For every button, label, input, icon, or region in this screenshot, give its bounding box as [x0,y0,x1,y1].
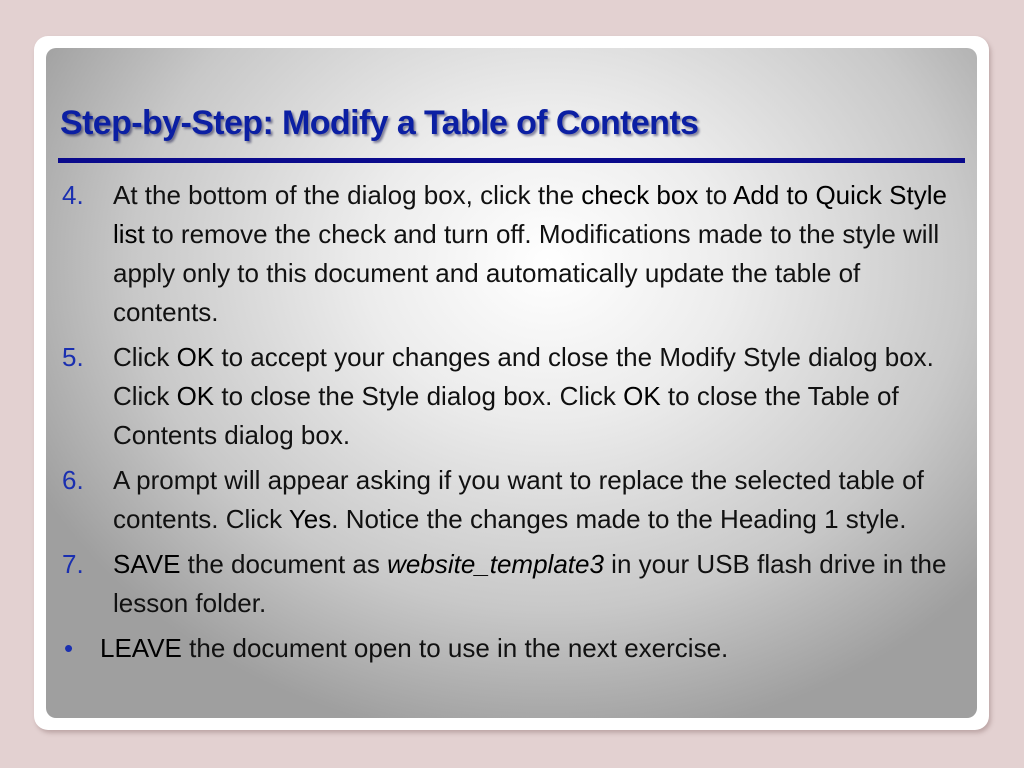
bullet-item-leave [56,629,951,668]
step-text: the document open to use in the next exercise. [181,633,729,663]
step-emphasis: OK [623,381,661,411]
step-emphasis: Yes [288,504,332,534]
slide-frame [34,36,989,730]
step-item-7 [56,545,951,623]
step-text: to [698,180,734,210]
step-filename: website_template3 [387,549,604,579]
step-number: 4. [62,180,84,210]
step-emphasis: OK [176,381,215,411]
step-text: . Notice the changes made to the Heading 1 style. [331,504,907,534]
step-emphasis: OK [176,342,215,372]
step-text: At the bottom of the dialog box, click the [113,180,582,210]
step-text: the document as [180,549,388,579]
step-text: to close the Table of Contents dialog box. [113,381,899,450]
step-text: A prompt will appear asking if you want to replace the selected table of contents. Click [113,465,924,534]
step-item-4 [56,176,951,332]
step-text: to close the Style dialog box. Click [214,381,624,411]
step-number: 6. [62,465,84,495]
step-emphasis: check box [581,180,699,210]
step-emphasis: LEAVE [100,633,182,663]
step-number: 5. [62,342,84,372]
step-text: in your USB flash drive in the lesson folder. [113,549,947,618]
step-text: to remove the check and turn off. Modifications made to the style will apply only to this document and automatically update the table of contents. [113,219,940,327]
step-emphasis: Add to Quick Style list [113,180,947,249]
title-rule [58,158,965,163]
step-item-6 [56,461,951,539]
step-emphasis: SAVE [113,549,181,579]
step-number: 7. [62,549,84,579]
step-item-5 [56,338,951,455]
step-text: to accept your changes and close the Modify Style dialog box. Click [113,342,934,411]
step-text: Click [113,342,177,372]
bullet-icon: • [64,633,74,663]
slide-title: Step-by-Step: Modify a Table of Contents [60,104,699,142]
slide [46,48,977,718]
step-list [56,176,951,674]
